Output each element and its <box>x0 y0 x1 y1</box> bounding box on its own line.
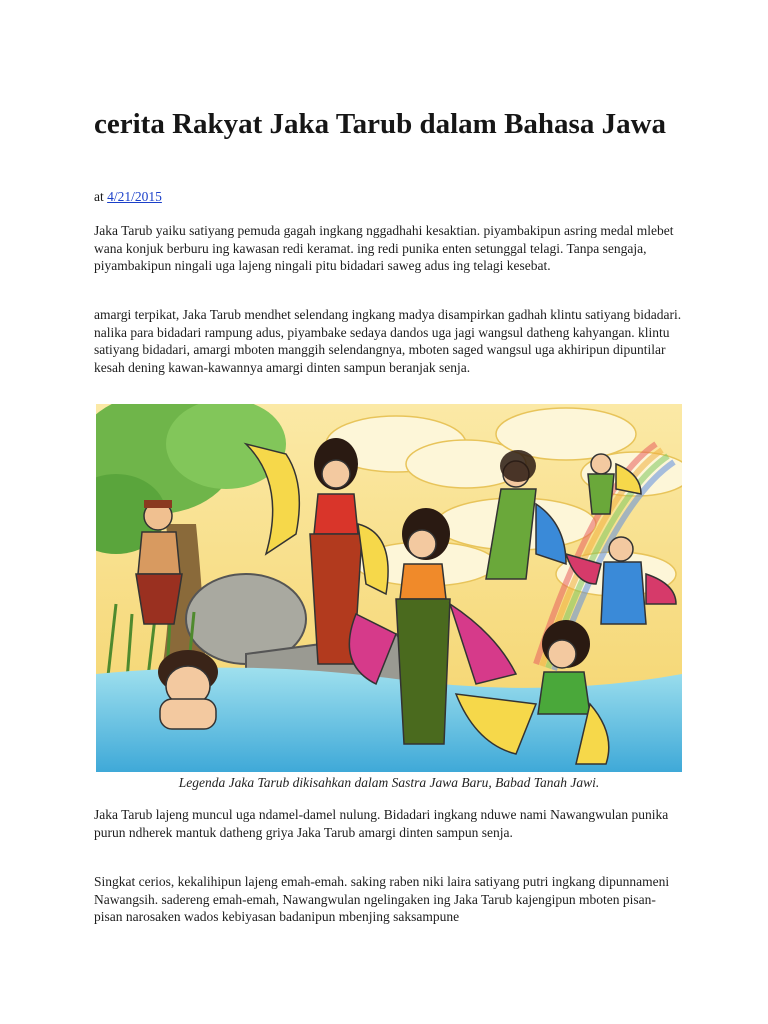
illustration-jaka-tarub <box>96 404 682 772</box>
illustration-image <box>96 404 682 772</box>
post-title: cerita Rakyat Jaka Tarub dalam Bahasa Jawa <box>94 108 667 140</box>
paragraph-2: amargi terpikat, Jaka Tarub mendhet selendang ingkang madya disampirkan gadhah klintu satiyang bidadari. nalika para bidadari rampung adus, piyambake sedaya dandos uga jagi wangsul datheng kahyangan. klintu satiyang bidadari, amargi mboten manggih selendangnya, mboten saged wangsul uga akhiripun dipuntilar kesah dening kawan-kawannya amargi dinten sampun beranjak senja. <box>94 307 682 375</box>
paragraph-3: Jaka Tarub lajeng muncul uga ndamel-damel nulung. Bidadari ingkang nduwe nami Nawangwulan punika purun ndherek mantuk datheng griya Jaka Tarub amargi dinten sampun senja. <box>94 807 669 840</box>
paragraph-1: Jaka Tarub yaiku satiyang pemuda gagah ingkang nggadhahi kesaktian. piyambakipun asring medal mlebet wana konjuk berburu ing kawasan redi keramat. ing redi punika enten setunggal telagi. Tanpa sengaja, piyambakipun ningali uga lajeng ningali pitu bidadari saweg adus ing telagi kesebat. <box>94 223 674 273</box>
figure-caption: Legenda Jaka Tarub dikisahkan dalam Sastra Jawa Baru, Babad Tanah Jawi. <box>178 775 600 790</box>
meta-prefix: at <box>94 189 104 204</box>
paragraph-4: Singkat cerios, kekalihipun lajeng emah-emah. saking raben niki laira satiyang putri ingkang dipunnameni Nawangsih. sadereng emah-emah, Nawangwulan ngelingaken ing Jaka Tarub kajengipun mboten pisan-pisan narosaken wados kebiyasan badanipun mbenjing saksampune <box>94 874 670 924</box>
post-date-link[interactable]: 4/21/2015 <box>107 189 162 204</box>
bathing-figure <box>158 650 218 729</box>
post-meta <box>94 188 162 205</box>
